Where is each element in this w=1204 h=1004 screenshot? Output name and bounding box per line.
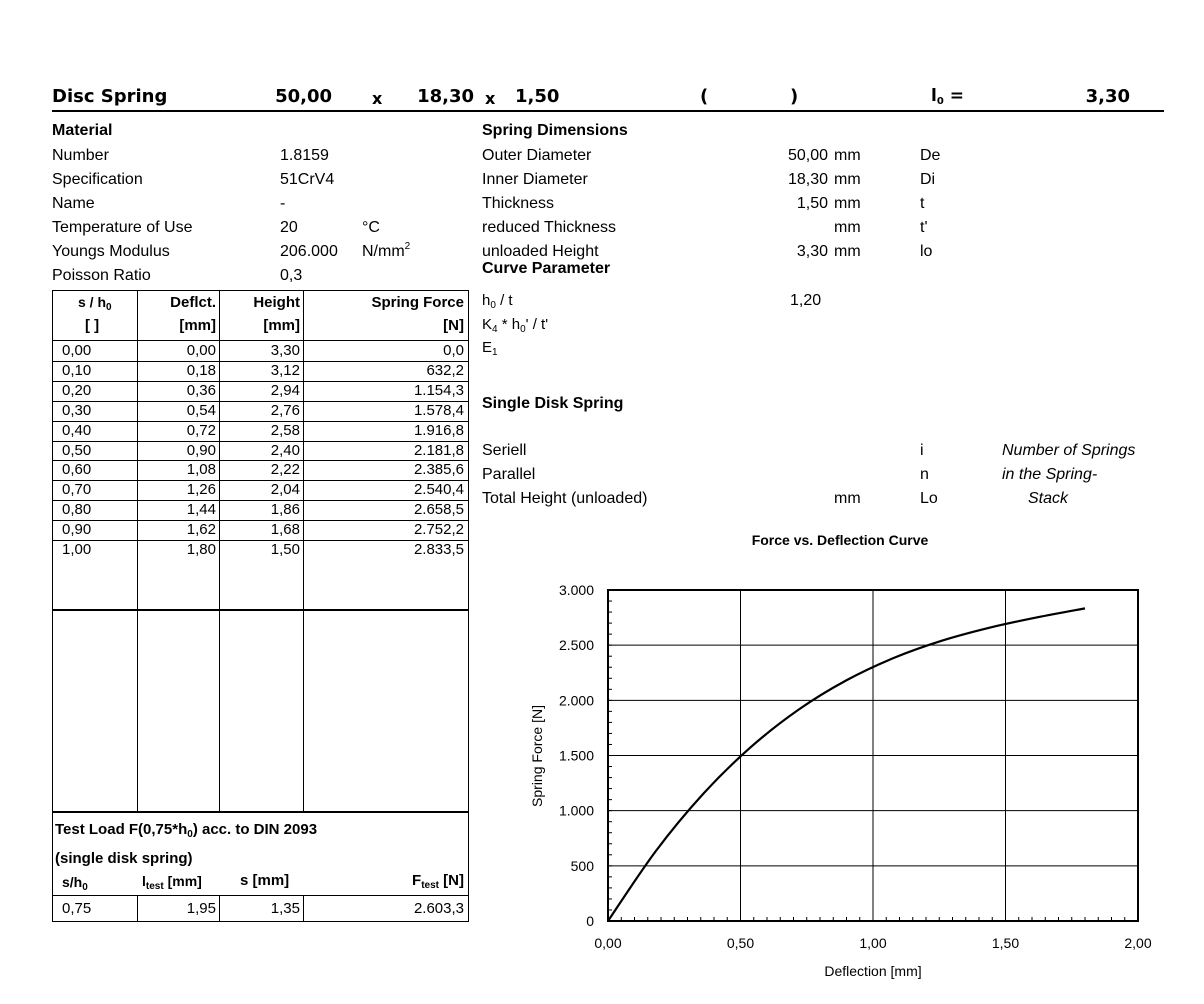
header-thickness: 1,50 bbox=[515, 86, 560, 107]
y-tick-label: 2.500 bbox=[558, 637, 594, 654]
material-label: Specification bbox=[52, 171, 143, 188]
seriell-label: Seriell bbox=[482, 442, 527, 459]
dimension-label: Outer Diameter bbox=[482, 147, 592, 164]
table-cell-s-h0: 0,50 bbox=[62, 442, 92, 459]
table-cell-deflection: 0,36 bbox=[186, 382, 216, 399]
table-cell-deflection: 0,00 bbox=[186, 342, 216, 359]
test-load-column-divider bbox=[137, 895, 138, 922]
table-column-divider bbox=[137, 290, 138, 610]
table-cell-height: 2,40 bbox=[270, 442, 300, 459]
table-unit: [N] bbox=[443, 317, 464, 334]
table-cell-s-h0: 0,30 bbox=[62, 402, 92, 419]
table-row-divider bbox=[52, 540, 469, 541]
table-cell-deflection: 1,08 bbox=[186, 461, 216, 478]
table-cell-s-h0: 1,00 bbox=[62, 541, 92, 558]
dimension-symbol: lo bbox=[920, 243, 933, 260]
dimension-value: 3,30 bbox=[796, 243, 828, 260]
material-value: 1.8159 bbox=[280, 147, 329, 164]
x-tick-label: 0,00 bbox=[594, 935, 622, 951]
dimension-value: 50,00 bbox=[787, 147, 828, 164]
material-label: Number bbox=[52, 147, 109, 164]
table-cell-height: 2,94 bbox=[270, 382, 300, 399]
test-load-l-test: 1,95 bbox=[186, 900, 216, 917]
material-label: Poisson Ratio bbox=[52, 267, 151, 284]
table-cell-height: 1,68 bbox=[270, 521, 300, 538]
y-tick-label: 500 bbox=[570, 857, 594, 874]
test-load-f-test: 2.603,3 bbox=[413, 900, 464, 917]
table-cell-deflection: 1,26 bbox=[186, 481, 216, 498]
table-cell-spring-force: 632,2 bbox=[426, 362, 464, 379]
table-cell-spring-force: 1.154,3 bbox=[413, 382, 464, 399]
material-value: 20 bbox=[280, 219, 298, 236]
dimension-label: Inner Diameter bbox=[482, 171, 588, 188]
table-cell-s-h0: 0,00 bbox=[62, 342, 92, 359]
dimension-symbol: De bbox=[920, 147, 941, 164]
table-cell-height: 3,12 bbox=[270, 362, 300, 379]
table-row-divider bbox=[52, 361, 469, 362]
header-x-separator: x bbox=[485, 89, 496, 108]
table-cell-spring-force: 2.540,4 bbox=[413, 481, 464, 498]
table-cell-s-h0: 0,90 bbox=[62, 521, 92, 538]
table-header-s-h0: s / $h_0$ bbox=[78, 294, 112, 313]
force-curve-line bbox=[608, 608, 1085, 921]
table-header-spring-force: Spring Force bbox=[371, 294, 464, 311]
table-cell-height: 1,86 bbox=[270, 501, 300, 518]
x-tick-label: 2,00 bbox=[1124, 935, 1152, 951]
material-value: 0,3 bbox=[280, 267, 303, 284]
table-cell-deflection: 0,54 bbox=[186, 402, 216, 419]
dimension-symbol: Di bbox=[920, 171, 936, 188]
header-l0-label: $l_0$ = bbox=[931, 86, 964, 107]
dimension-symbol: t' bbox=[920, 219, 928, 236]
test-load-column-divider bbox=[303, 895, 304, 922]
table-column-divider bbox=[219, 290, 220, 610]
table-row-divider bbox=[52, 480, 469, 481]
dimension-label: reduced Thickness bbox=[482, 219, 616, 236]
total-height-symbol: Lo bbox=[920, 490, 938, 507]
y-axis-ticks bbox=[559, 582, 594, 929]
test-load-header-s-h0: $s/h_0$ bbox=[62, 874, 88, 893]
table-cell-s-h0: 0,60 bbox=[62, 461, 92, 478]
dimension-label: unloaded Height bbox=[482, 243, 599, 260]
table-header-height: Height bbox=[253, 294, 300, 311]
empty-column-divider bbox=[137, 610, 138, 812]
table-cell-height: 2,58 bbox=[270, 422, 300, 439]
dimensions-heading: Spring Dimensions bbox=[482, 122, 628, 139]
test-load-s: 1,35 bbox=[270, 900, 300, 917]
table-row-divider bbox=[52, 421, 469, 422]
table-unit: [ ] bbox=[85, 317, 100, 334]
table-cell-spring-force: 2.658,5 bbox=[413, 501, 464, 518]
stack-note: in the Spring- bbox=[1002, 466, 1098, 483]
material-heading: Material bbox=[52, 122, 113, 139]
table-cell-s-h0: 0,70 bbox=[62, 481, 92, 498]
chart-grid bbox=[608, 590, 1138, 921]
dimension-unit: mm bbox=[834, 147, 861, 164]
x-tick-label: 0,50 bbox=[726, 935, 755, 951]
chart-title: Force vs. Deflection Curve bbox=[751, 532, 929, 548]
dimension-unit: mm bbox=[834, 171, 861, 188]
y-tick-label: 1.500 bbox=[558, 747, 594, 764]
material-unit: °C bbox=[362, 219, 380, 236]
dimension-unit: mm bbox=[834, 243, 861, 260]
table-cell-deflection: 1,44 bbox=[186, 501, 216, 518]
material-unit: $N/mm^2$ bbox=[362, 241, 411, 260]
table-cell-deflection: 0,18 bbox=[186, 362, 216, 379]
empty-column-divider bbox=[303, 610, 304, 812]
table-row-divider bbox=[52, 460, 469, 461]
x-tick-label: 1,00 bbox=[859, 935, 887, 951]
curve-parameter-k4: $K_4 * h_0'$ / t' bbox=[482, 316, 549, 335]
test-load-header-divider bbox=[52, 895, 469, 896]
parallel-symbol: n bbox=[920, 466, 929, 483]
table-row-divider bbox=[52, 520, 469, 521]
dimension-unit: mm bbox=[834, 219, 861, 236]
dimension-value: 18,30 bbox=[787, 171, 828, 188]
stack-note: Stack bbox=[1028, 490, 1069, 507]
parallel-label: Parallel bbox=[482, 466, 536, 483]
material-value: 206.000 bbox=[280, 243, 338, 260]
table-row-divider bbox=[52, 381, 469, 382]
table-cell-height: 1,50 bbox=[270, 541, 300, 558]
table-cell-height: 2,04 bbox=[270, 481, 300, 498]
table-cell-spring-force: 2.181,8 bbox=[413, 442, 464, 459]
header-inner-diameter: 18,30 bbox=[417, 86, 474, 107]
material-value: 51CrV4 bbox=[280, 171, 335, 188]
table-row-divider bbox=[52, 500, 469, 501]
table-cell-height: 2,22 bbox=[270, 461, 300, 478]
table-cell-spring-force: 0,0 bbox=[443, 342, 464, 359]
table-row-divider bbox=[52, 401, 469, 402]
curve-parameter-e1: $E_1$ bbox=[482, 339, 498, 358]
total-height-label: Total Height (unloaded) bbox=[482, 490, 648, 507]
material-value: - bbox=[280, 195, 286, 212]
table-cell-spring-force: 1.916,8 bbox=[413, 422, 464, 439]
table-header-deflection: Deflct. bbox=[170, 294, 216, 311]
table-row-divider bbox=[52, 441, 469, 442]
table-unit: [mm] bbox=[179, 317, 216, 334]
table-cell-height: 3,30 bbox=[270, 342, 300, 359]
empty-column-divider bbox=[219, 610, 220, 812]
table-unit: [mm] bbox=[263, 317, 300, 334]
test-load-title: Test Load $F(0,75*h_0)$ acc. to DIN 2093 bbox=[55, 821, 318, 840]
seriell-symbol: i bbox=[920, 442, 924, 459]
single-disk-heading: Single Disk Spring bbox=[482, 395, 624, 412]
table-cell-deflection: 1,80 bbox=[186, 541, 216, 558]
stack-note: Number of Springs bbox=[1002, 442, 1136, 459]
material-label: Youngs Modulus bbox=[52, 243, 170, 260]
table-header-divider bbox=[52, 340, 469, 341]
test-load-column-divider bbox=[219, 895, 220, 922]
header-underline bbox=[52, 110, 1164, 112]
material-label: Name bbox=[52, 195, 95, 212]
table-column-divider bbox=[303, 290, 304, 610]
table-cell-deflection: 0,90 bbox=[186, 442, 216, 459]
curve-parameter-h0-t: $h_0$ / t bbox=[482, 292, 513, 311]
y-tick-label: 1.000 bbox=[558, 802, 594, 819]
x-axis-ticks bbox=[594, 935, 1151, 951]
test-load-s-h0: 0,75 bbox=[62, 900, 92, 917]
table-cell-spring-force: 1.578,4 bbox=[413, 402, 464, 419]
y-tick-label: 3.000 bbox=[558, 582, 594, 598]
table-cell-spring-force: 2.752,2 bbox=[413, 521, 464, 538]
curve-parameter-h0-t-value: 1,20 bbox=[790, 292, 822, 309]
y-tick-label: 2.000 bbox=[558, 692, 594, 709]
material-label: Temperature of Use bbox=[52, 219, 193, 236]
header-x-separator: x bbox=[372, 89, 383, 108]
table-cell-height: 2,76 bbox=[270, 402, 300, 419]
header-paren-open: ( bbox=[700, 86, 709, 107]
header-outer-diameter: 50,00 bbox=[275, 86, 332, 107]
test-load-subtitle: (single disk spring) bbox=[55, 850, 193, 867]
chart-series bbox=[608, 608, 1085, 921]
test-load-header-l-test: $l_{test}$ [mm] bbox=[142, 873, 202, 892]
chart-minor-ticks bbox=[608, 590, 1138, 921]
header-title: Disc Spring bbox=[52, 86, 168, 107]
empty-table-area bbox=[52, 610, 469, 812]
x-tick-label: 1,50 bbox=[991, 935, 1020, 951]
table-cell-s-h0: 0,10 bbox=[62, 362, 92, 379]
y-tick-label: 0 bbox=[586, 913, 594, 929]
table-cell-s-h0: 0,40 bbox=[62, 422, 92, 439]
plot-area bbox=[608, 590, 1138, 921]
curve-parameter-heading: Curve Parameter bbox=[482, 260, 611, 277]
x-axis-label: Deflection [mm] bbox=[824, 963, 922, 979]
table-cell-deflection: 1,62 bbox=[186, 521, 216, 538]
table-cell-spring-force: 2.833,5 bbox=[413, 541, 464, 558]
test-load-header-f-test: $F_{test}$ [N] bbox=[412, 872, 464, 891]
dimension-value: 1,50 bbox=[796, 195, 828, 212]
dimension-symbol: t bbox=[920, 195, 925, 212]
table-cell-s-h0: 0,20 bbox=[62, 382, 92, 399]
total-height-unit: mm bbox=[834, 490, 861, 507]
header-l0-value: 3,30 bbox=[1085, 86, 1130, 107]
table-cell-s-h0: 0,80 bbox=[62, 501, 92, 518]
dimension-unit: mm bbox=[834, 195, 861, 212]
y-axis-label: Spring Force [N] bbox=[529, 705, 545, 807]
table-cell-spring-force: 2.385,6 bbox=[413, 461, 464, 478]
table-cell-deflection: 0,72 bbox=[186, 422, 216, 439]
header-paren-close: ) bbox=[790, 86, 799, 107]
dimension-label: Thickness bbox=[482, 195, 555, 212]
test-load-header-s: s [mm] bbox=[240, 872, 290, 889]
